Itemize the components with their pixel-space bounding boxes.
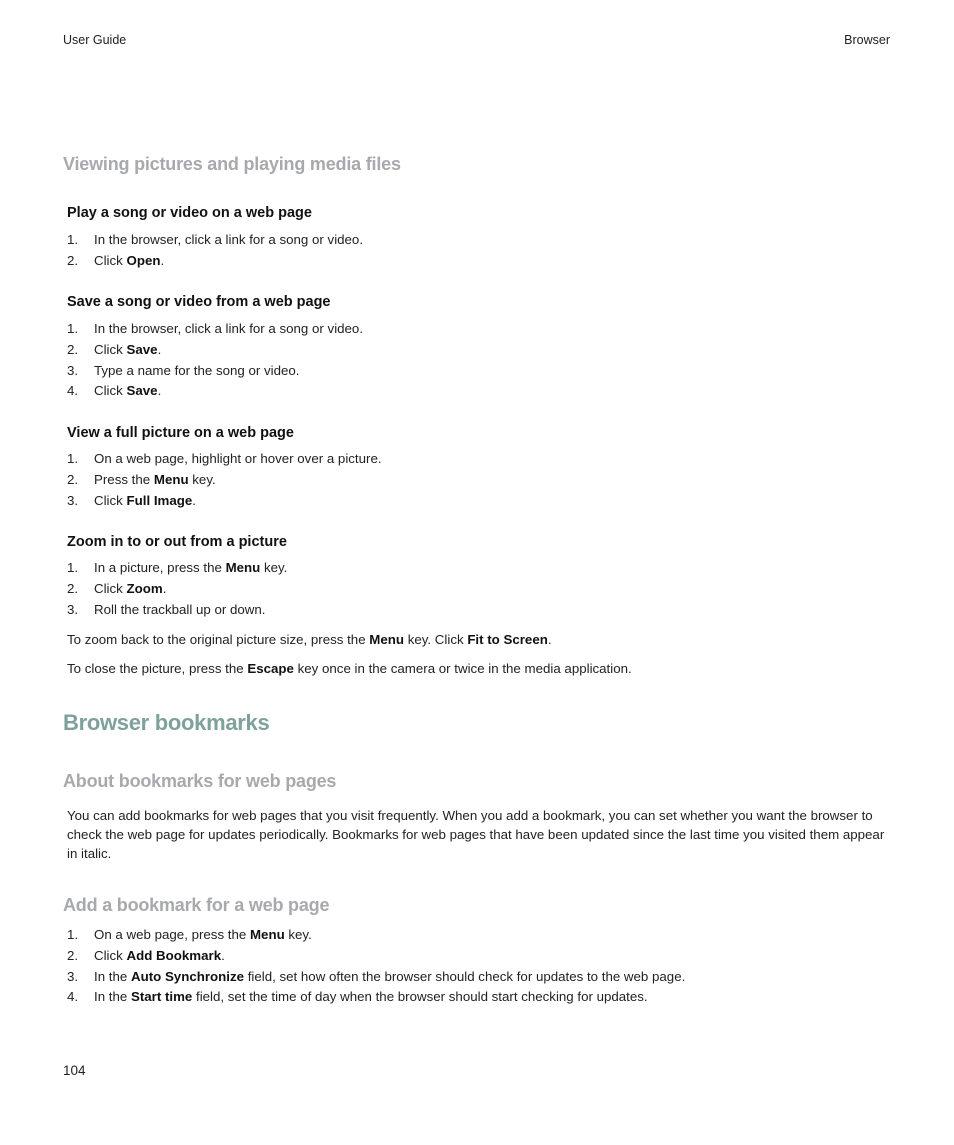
text-run: On a web page, highlight or hover over a picture. (94, 451, 382, 466)
header-doc-title: User Guide (63, 33, 127, 47)
text-run: On a web page, press the (94, 927, 250, 942)
task-heading-zoom: Zoom in to or out from a picture (67, 534, 287, 550)
list-item (67, 319, 363, 340)
section-heading-bookmarks: Browser bookmarks (63, 710, 270, 735)
page-number: 104 (63, 1063, 86, 1078)
text-run: Click (94, 252, 127, 268)
text-run: . (192, 492, 196, 508)
step-number: 3. (67, 362, 79, 378)
list-item (67, 579, 287, 600)
text-run: In the browser, click a link for a song or video. (94, 232, 364, 247)
list-item (67, 987, 685, 1008)
text-run: . (162, 580, 167, 596)
task-heading-play: Play a song or video on a web page (67, 205, 312, 221)
step-number: 1. (67, 927, 79, 942)
list-item (67, 967, 685, 988)
steps-add-bookmark (67, 925, 685, 1008)
text-run: . (221, 947, 225, 963)
list-item (67, 251, 363, 272)
text-run: . (157, 383, 162, 399)
text-run: Type a name for the song or video. (94, 362, 300, 378)
steps-view (67, 449, 382, 511)
task-heading-save: Save a song or video from a web page (67, 294, 331, 310)
text-run: . (160, 252, 165, 268)
list-item (67, 340, 363, 361)
list-item (67, 381, 363, 402)
step-number: 2. (67, 580, 79, 596)
ui-term: Menu (225, 560, 261, 575)
ui-term: Menu (153, 471, 189, 487)
step-number: 2. (67, 947, 79, 963)
text-run: field, set the time of day when the browser should start checking for updates. (192, 989, 648, 1005)
ui-term: Add Bookmark (126, 947, 222, 963)
step-number: 1. (67, 451, 79, 466)
about-bookmarks-text: You can add bookmarks for web pages that you visit frequently. When you add a bookmark, you can set whether you want the browser to check the web page for updates periodically. Bookmarks for web pages that have been updated since the last time you visited them appear in italic. (67, 808, 885, 861)
ui-term: Escape (247, 661, 294, 676)
list-item (67, 558, 287, 579)
list-item (67, 946, 685, 967)
step-number: 2. (67, 341, 79, 357)
steps-play (67, 230, 363, 272)
ui-term: Zoom (126, 580, 163, 596)
text-run: key. (188, 471, 216, 487)
task-heading-view: View a full picture on a web page (67, 425, 294, 441)
step-number: 4. (67, 383, 79, 399)
ui-term: Save (126, 341, 158, 357)
ui-term: Open (126, 252, 161, 268)
header-section-title: Browser (844, 33, 890, 47)
text-run: In the (94, 989, 131, 1005)
text-run: To zoom back to the original picture size, press the (67, 632, 370, 647)
text-run: . (157, 341, 162, 357)
text-run: Click (94, 492, 127, 508)
text-run: Press the (94, 471, 154, 487)
step-number: 3. (67, 601, 79, 617)
step-number: 1. (67, 560, 79, 575)
list-item (67, 470, 382, 491)
text-run: In the (94, 968, 131, 984)
step-number: 3. (67, 492, 79, 508)
steps-save (67, 319, 363, 402)
subsection-heading-add: Add a bookmark for a web page (63, 895, 330, 915)
text-run: In the browser, click a link for a song or video. (94, 321, 364, 336)
step-number: 1. (67, 321, 79, 336)
ui-term: Save (126, 383, 158, 399)
list-item (67, 230, 363, 251)
text-run: key. Click (404, 632, 468, 647)
zoom-note-close (67, 659, 893, 678)
text-run: Click (94, 383, 127, 399)
text-run: In a picture, press the (94, 560, 226, 575)
text-run: key. (260, 560, 288, 575)
subsection-heading-about: About bookmarks for web pages (63, 771, 337, 791)
text-run: key. (284, 927, 312, 942)
text-run: Click (94, 341, 127, 357)
ui-term: Auto Synchronize (130, 968, 244, 984)
ui-term: Start time (130, 989, 193, 1005)
step-number: 2. (67, 252, 79, 268)
step-number: 2. (67, 471, 79, 487)
ui-term: Menu (369, 632, 405, 647)
step-number: 1. (67, 232, 79, 247)
text-run: key once in the camera or twice in the media application. (293, 661, 632, 676)
text-run: . (547, 632, 552, 647)
list-item (67, 491, 382, 512)
text-run: Click (94, 580, 127, 596)
list-item (67, 361, 363, 382)
text-run: field, set how often the browser should check for updates to the web page. (244, 968, 686, 984)
list-item (67, 925, 685, 946)
step-number: 4. (67, 989, 79, 1005)
text-run: Roll the trackball up or down. (94, 601, 266, 617)
text-run: To close the picture, press the (67, 661, 248, 676)
list-item (67, 449, 382, 470)
steps-zoom (67, 558, 287, 620)
section-heading-viewing: Viewing pictures and playing media files (63, 154, 401, 174)
step-number: 3. (67, 968, 79, 984)
ui-term: Menu (249, 927, 285, 942)
zoom-note-fit (67, 630, 893, 649)
list-item (67, 600, 287, 621)
ui-term: Fit to Screen (467, 632, 548, 647)
ui-term: Full Image (126, 492, 193, 508)
text-run: Click (94, 947, 127, 963)
